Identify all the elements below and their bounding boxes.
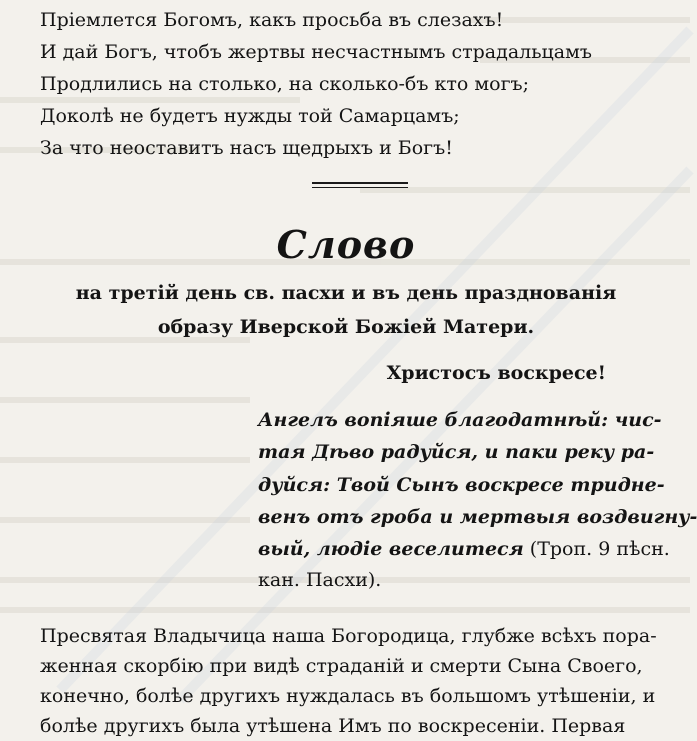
- epigraph-italic: вый, людіе веселитеся: [258, 538, 524, 560]
- body-line: женная скорбію при видѣ страданій и смерти Сына Своего,: [40, 655, 643, 677]
- epigraph-plain: кан. Пасхи).: [258, 569, 382, 591]
- poem-line: Доколѣ не будетъ нужды той Самарцамъ;: [40, 105, 460, 127]
- epigraph-italic: Ангелъ вопіяше благодатнѣй: чис-: [258, 409, 662, 431]
- epigraph-line: [258, 503, 697, 532]
- section-divider-thin: [312, 187, 408, 188]
- body-line: болѣе другихъ была утѣшена Имъ по воскресеніи. Первая: [40, 715, 626, 737]
- poem-line: Пріемлется Богомъ, какъ просьба въ слезахъ!: [40, 9, 504, 31]
- section-divider: [312, 182, 408, 184]
- epigraph-line: [258, 406, 662, 435]
- paschal-greeting: Христосъ воскресе!: [386, 362, 606, 384]
- poem-line: За что неоставитъ насъ щедрыхъ и Богъ!: [40, 137, 453, 159]
- body-line: Пресвятая Владычица наша Богородица, глубже всѣхъ пора-: [40, 625, 657, 647]
- epigraph-italic: венъ отъ гроба и мертвыя воздвигну-: [258, 506, 697, 528]
- epigraph-line: [258, 471, 665, 500]
- poem-line: И дай Богъ, чтобъ жертвы несчастнымъ страдальцамъ: [40, 41, 592, 63]
- sermon-subtitle-line: на третій день св. пасхи и въ день празднованія: [75, 282, 617, 304]
- epigraph-line: [258, 438, 654, 467]
- body-line: конечно, болѣе другихъ нуждалась въ большомъ утѣшеніи, и: [40, 685, 656, 707]
- sermon-subtitle-line: образу Иверской Божіей Матери.: [157, 316, 535, 338]
- poem-line: Продлились на столько, на сколько-бъ кто могъ;: [40, 73, 530, 95]
- epigraph-italic: тая Дѣво радуйся, и паки реку ра-: [258, 441, 655, 463]
- epigraph-plain: (Троп. 9 пѣсн.: [523, 538, 670, 560]
- epigraph-italic: дуйся: Твой Сынъ воскресе тридне-: [258, 474, 665, 496]
- epigraph-line: [258, 535, 670, 564]
- epigraph-line: [258, 566, 381, 595]
- sermon-title: Слово: [276, 222, 416, 267]
